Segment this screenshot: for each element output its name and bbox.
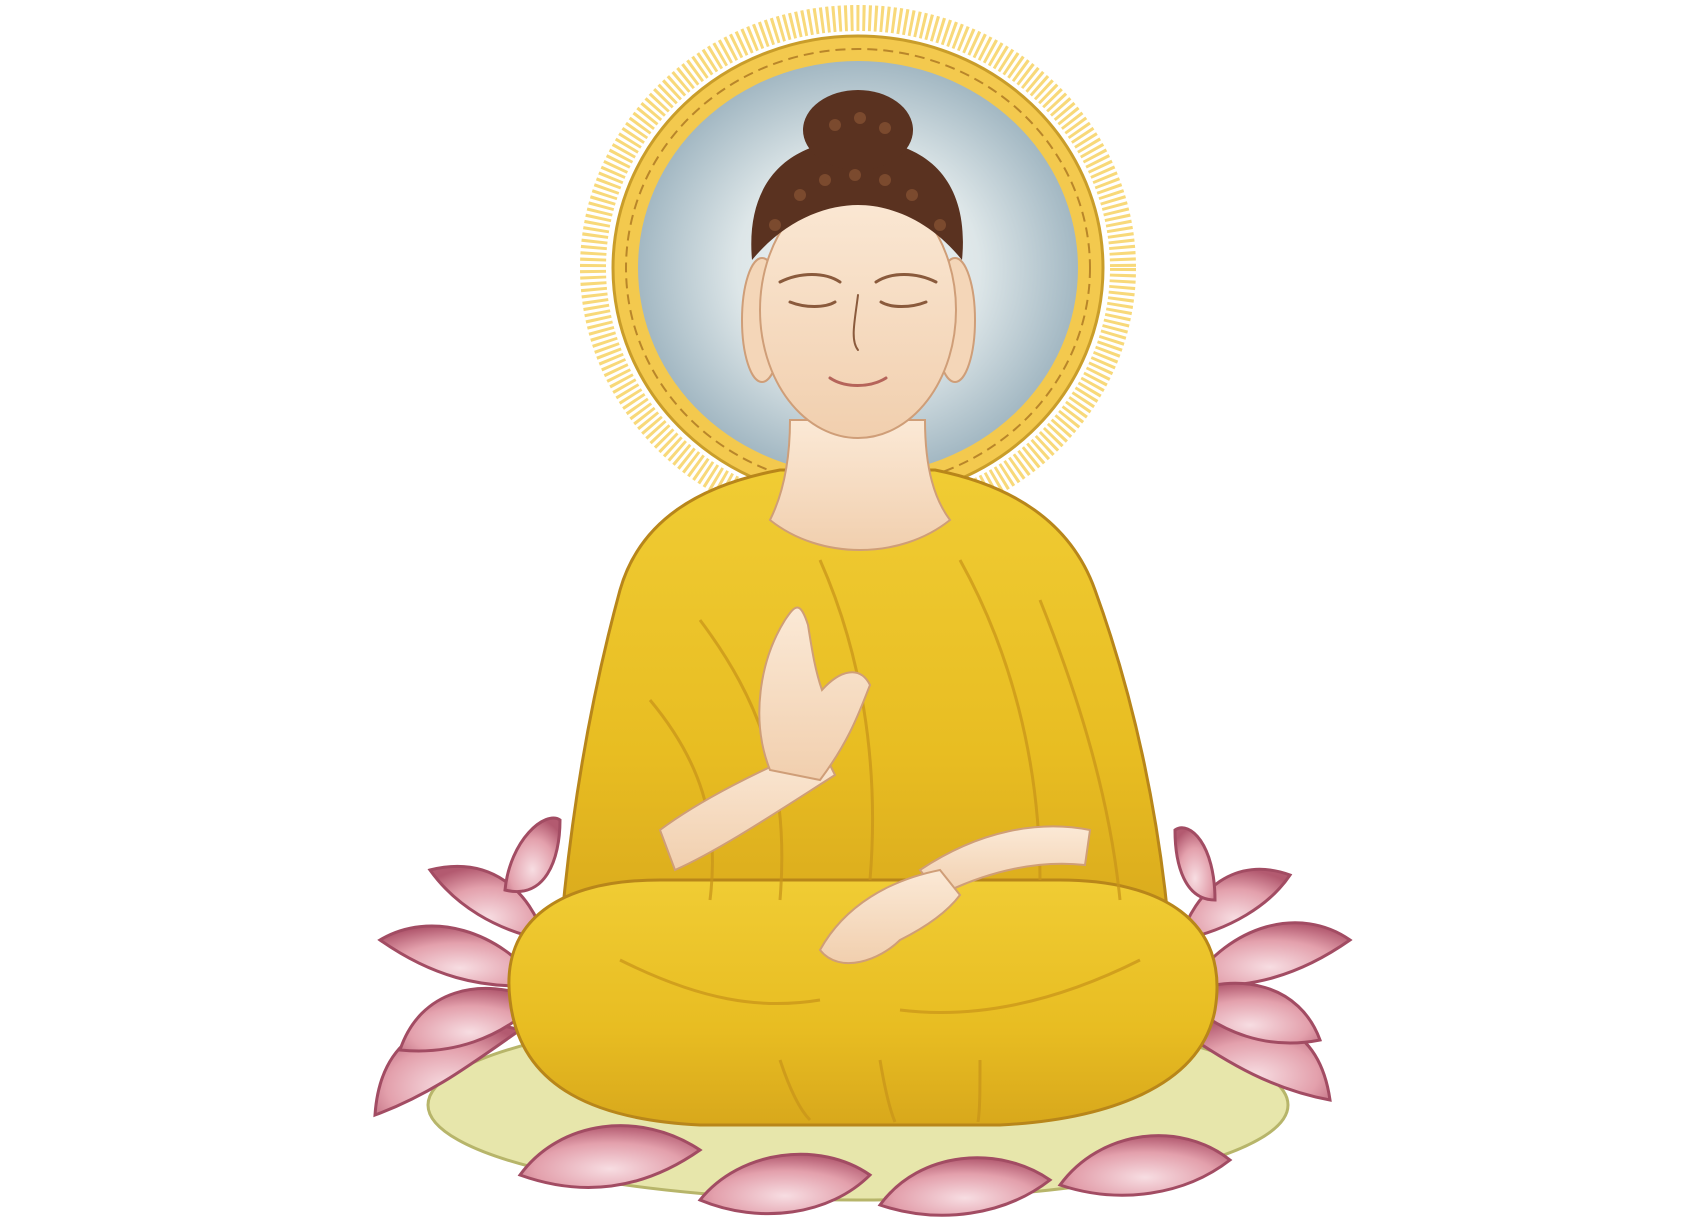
ushnisha-topknot [803,90,913,170]
robed-body [509,470,1217,1125]
neck [770,420,950,550]
